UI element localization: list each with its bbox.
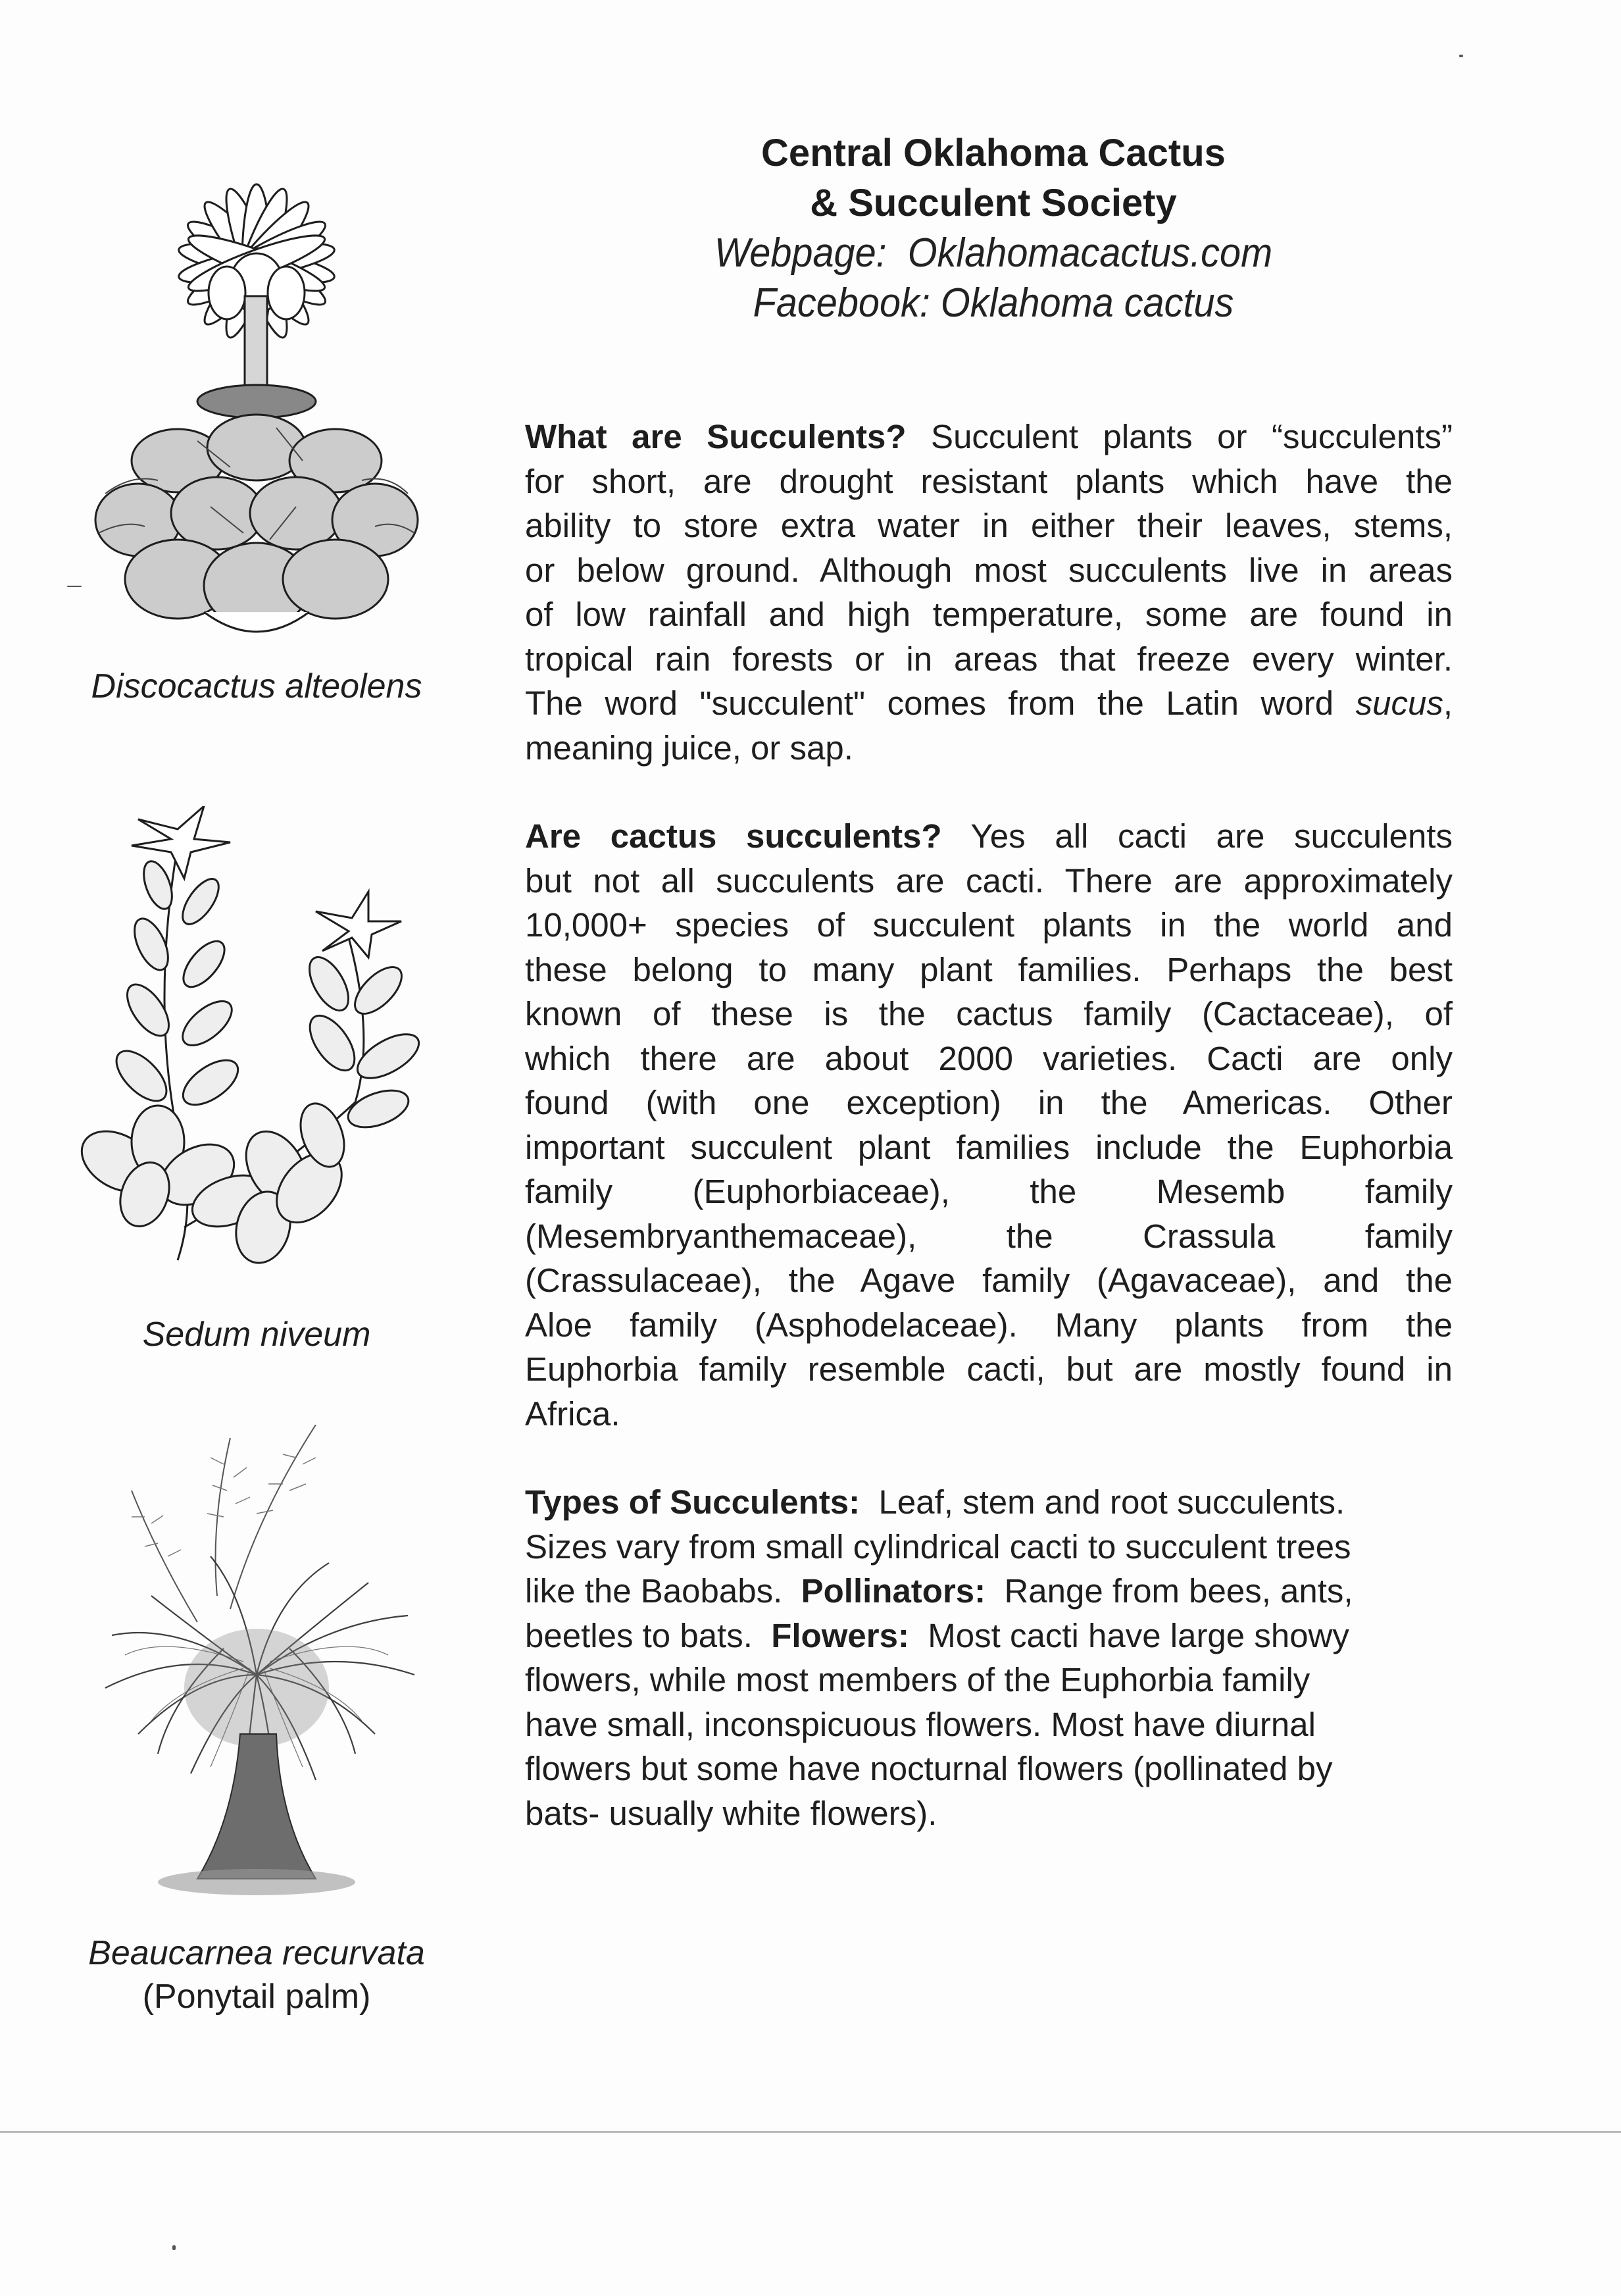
text-line: family (Euphorbiaceae), the Mesemb family xyxy=(525,1173,1453,1210)
section-heading: Are cactus succulents? xyxy=(525,817,942,855)
plant-figure-discocactus xyxy=(66,165,447,708)
scientific-name: Beaucarnea recurvata xyxy=(88,1934,425,1972)
plant-figure-sedum xyxy=(66,806,447,1356)
text-line: have small, inconspicuous flowers. Most have diurnal xyxy=(525,1705,1316,1743)
caption-sedum xyxy=(66,1313,447,1356)
facebook-page: Oklahoma cactus xyxy=(940,280,1234,326)
text-line: Euphorbia family resemble cacti, but are mostly found in xyxy=(525,1350,1453,1388)
section-what-are-succulents xyxy=(525,415,1453,770)
discocactus-illustration xyxy=(79,165,434,678)
text-line: Aloe family (Asphodelaceae). Many plants from the xyxy=(525,1306,1453,1344)
webpage-url: Oklahomacactus.com xyxy=(907,230,1273,276)
text-line: What are Succulents? Succulent plants or “succulents” xyxy=(525,418,1453,455)
scan-speck xyxy=(67,586,82,587)
section-types-of-succulents xyxy=(525,1480,1453,1835)
text-line: but not all succulents are cacti. There are approximately xyxy=(525,861,1453,900)
text-line: beetles to bats. Flowers: Most cacti have large showy xyxy=(525,1616,1349,1654)
horizontal-rule xyxy=(0,2131,1621,2133)
society-title-line-2: & Succulent Society xyxy=(810,182,1177,224)
scientific-name: Sedum niveum xyxy=(142,1315,371,1354)
scan-speck xyxy=(1459,55,1463,57)
text-line: meaning juice, or sap. xyxy=(525,728,853,767)
flowers-heading: Flowers: xyxy=(771,1616,909,1654)
facebook-line xyxy=(657,278,1330,328)
webpage-line xyxy=(657,228,1330,278)
section-are-cactus-succulents xyxy=(525,814,1453,1436)
caption-discocactus xyxy=(66,665,447,708)
sedum-illustration xyxy=(79,806,434,1306)
text-line: tropical rain forests or in areas that freeze every winter. xyxy=(525,640,1453,678)
text-line: Types of Succulents: Leaf, stem and root succulents. xyxy=(525,1483,1345,1521)
facebook-label: Facebook: xyxy=(753,280,930,326)
section-heading: Types of Succulents: xyxy=(525,1483,860,1521)
text-line: which there are about 2000 varieties. Cacti are only xyxy=(525,1039,1453,1077)
text-line: Sizes vary from small cylindrical cacti to succulent trees xyxy=(525,1527,1351,1566)
text-line: The word "succulent" comes from the Latin word sucus, xyxy=(525,684,1453,722)
text-line: (Crassulaceae), the Agave family (Agavaceae), and the xyxy=(525,1262,1453,1299)
pollinators-heading: Pollinators: xyxy=(801,1572,986,1610)
text-line: 10,000+ species of succulent plants in the world and xyxy=(525,906,1453,944)
body-text xyxy=(525,415,1453,1879)
text-line: flowers but some have nocturnal flowers (pollinated by xyxy=(525,1750,1333,1787)
common-name: (Ponytail palm) xyxy=(142,1977,371,2016)
section-heading: What are Succulents? xyxy=(525,418,907,455)
text-line: for short, are drought resistant plants which have the xyxy=(525,462,1453,500)
text-line: these belong to many plant families. Perhaps the best xyxy=(525,950,1453,988)
text-line: known of these is the cactus family (Cactaceae), of xyxy=(525,995,1453,1033)
text-line: Are cactus succulents? Yes all cacti are succulents xyxy=(525,817,1453,855)
text-line: bats- usually white flowers). xyxy=(525,1794,937,1832)
text-line: (Mesembryanthemaceae), the Crassula family xyxy=(525,1217,1453,1255)
caption-ponytail-palm xyxy=(66,1931,447,2018)
text-line: found (with one exception) in the Americas. Other xyxy=(525,1084,1453,1121)
text-line: of low rainfall and high temperature, some are found in xyxy=(525,596,1453,633)
webpage-label: Webpage: xyxy=(714,230,887,276)
text-line: Africa. xyxy=(525,1394,620,1433)
society-title-line-1: Central Oklahoma Cactus xyxy=(761,132,1226,174)
text-line: or below ground. Although most succulents live in areas xyxy=(525,551,1453,589)
header xyxy=(632,128,1355,328)
scan-speck xyxy=(172,2245,176,2250)
text-line: flowers, while most members of the Euphorbia family xyxy=(525,1661,1310,1698)
scientific-name: Discocactus alteolens xyxy=(91,667,422,705)
ponytail-palm-illustration xyxy=(79,1425,434,1938)
text-line: like the Baobabs. Pollinators: Range from bees, ants, xyxy=(525,1572,1353,1610)
plant-figure-ponytail-palm xyxy=(66,1425,447,2018)
text-line: important succulent plant families include the Euphorbia xyxy=(525,1128,1453,1166)
text-line: ability to store extra water in either their leaves, stems, xyxy=(525,507,1453,544)
latin-word: sucus xyxy=(1355,684,1443,722)
